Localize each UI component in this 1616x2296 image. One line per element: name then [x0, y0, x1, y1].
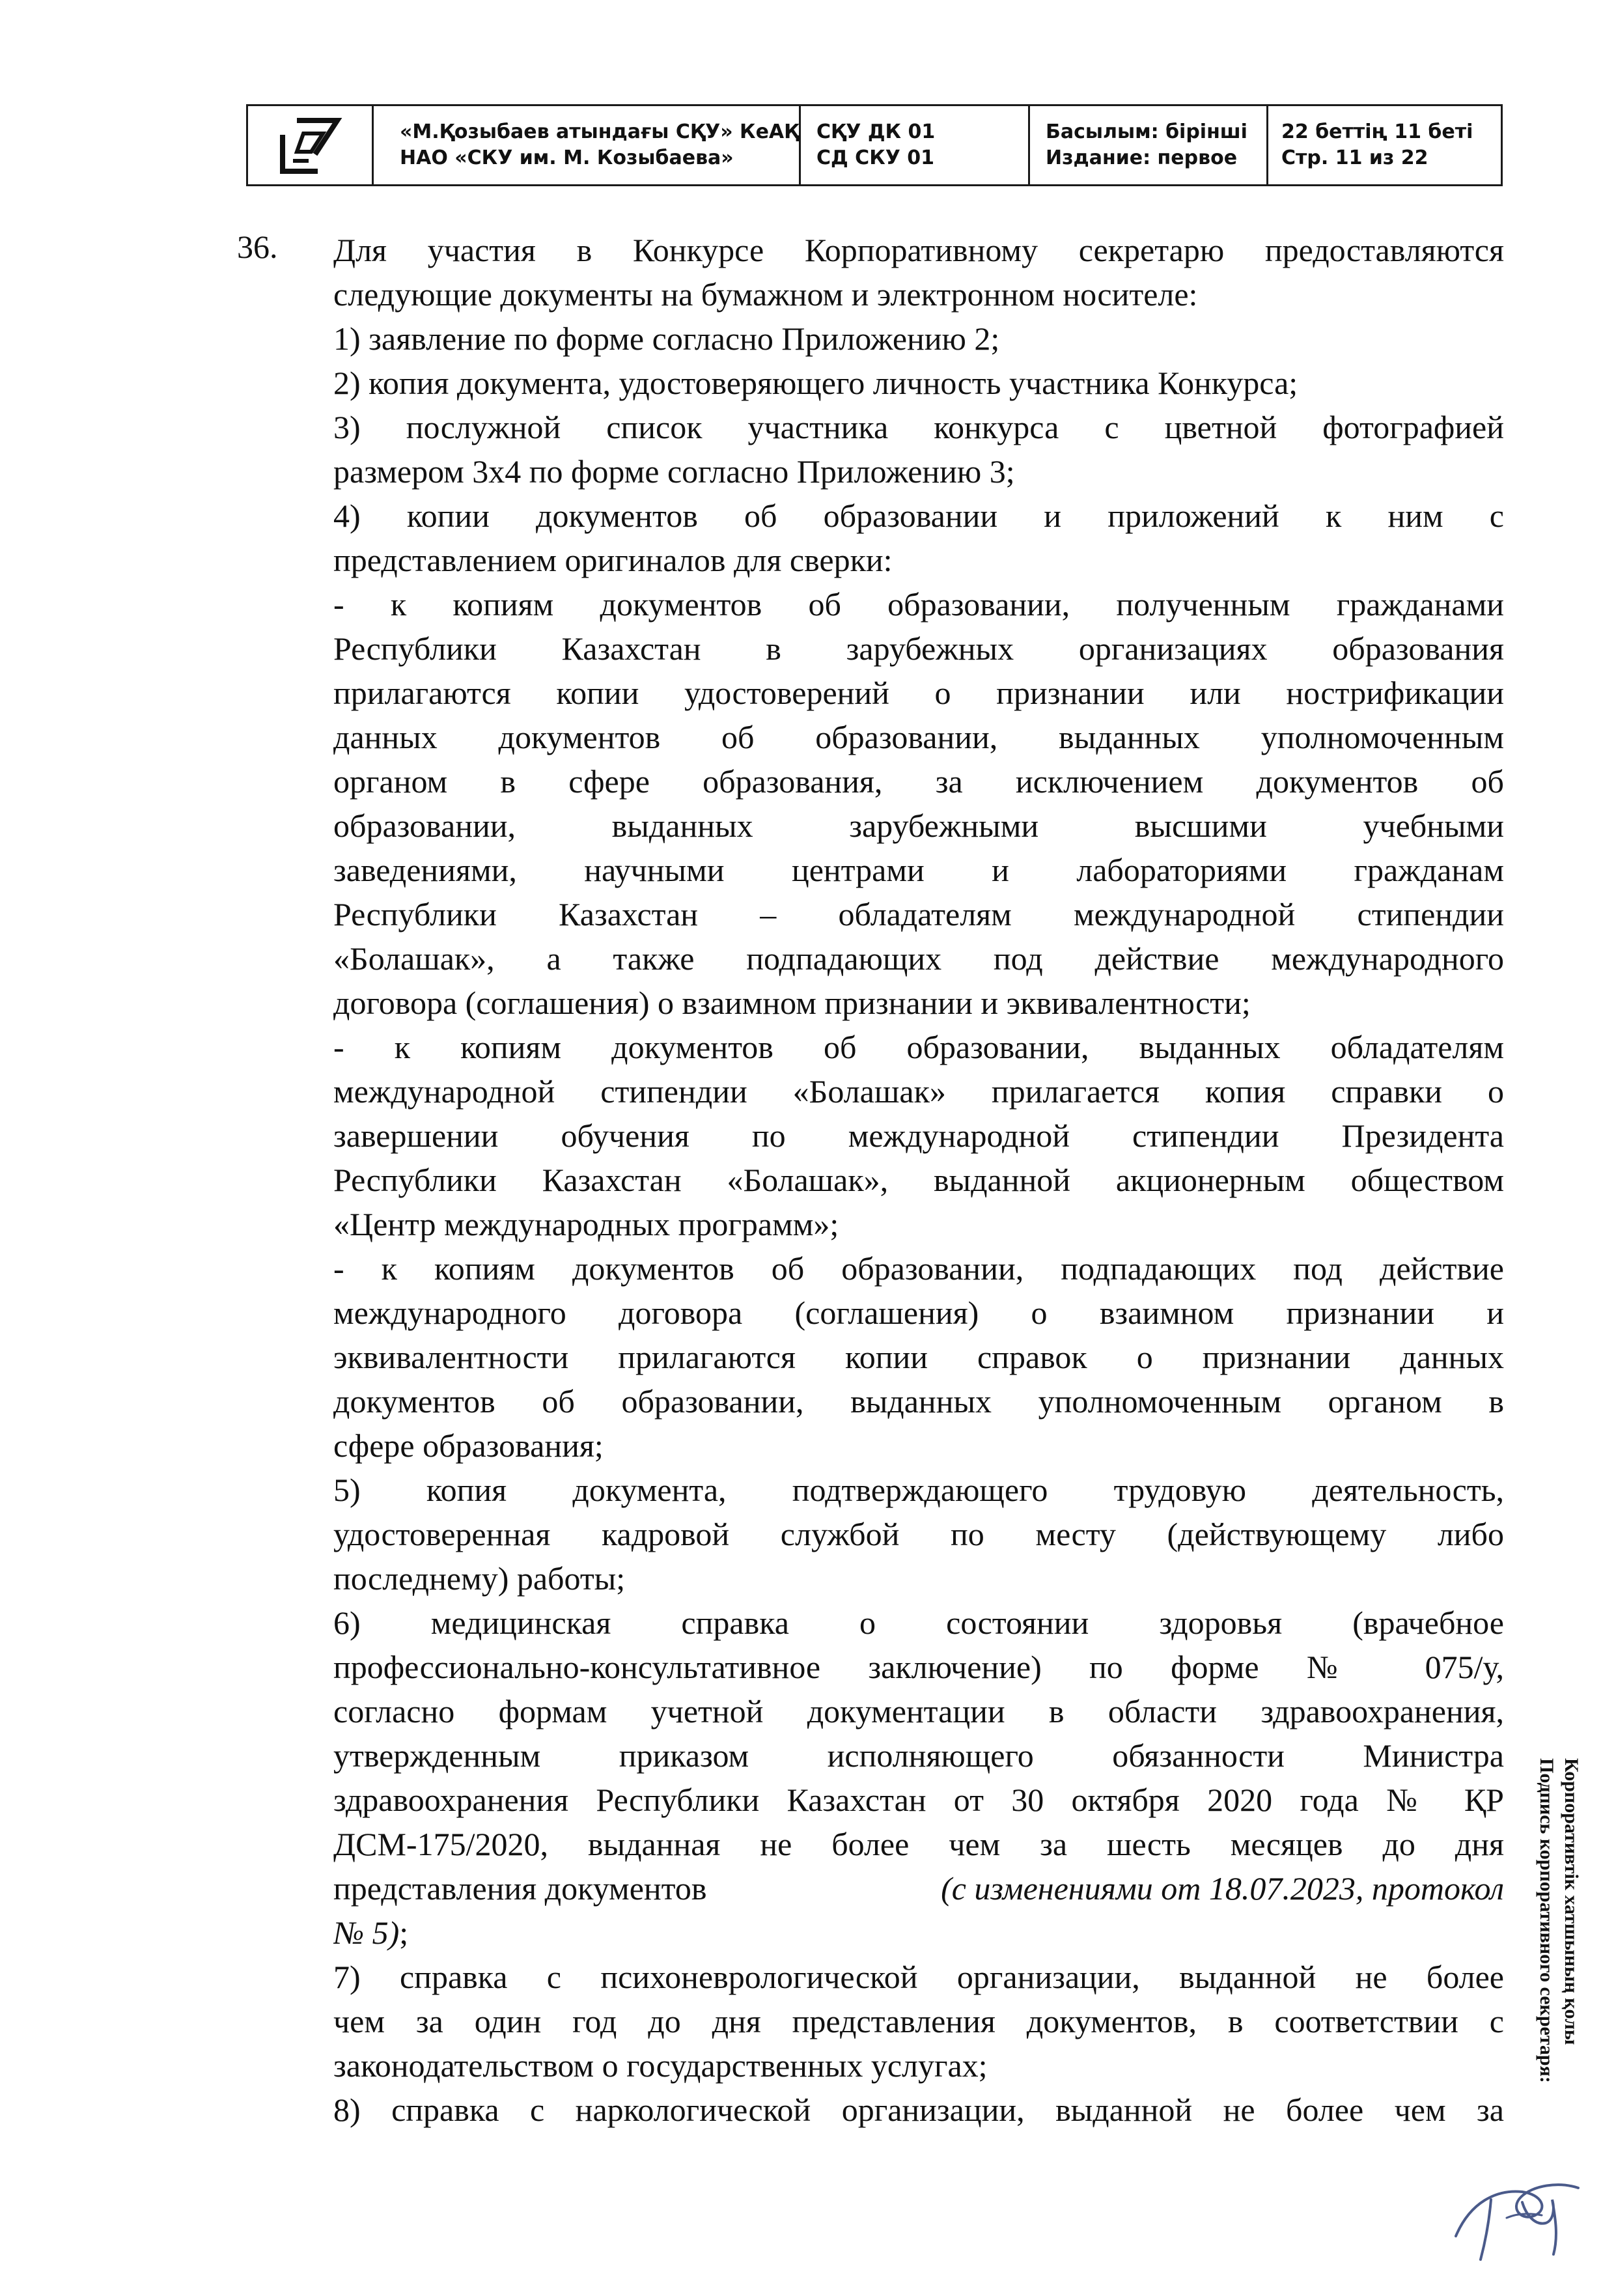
bullet-line: прилагаются копии удостоверений о признании или нострификации: [333, 675, 1504, 711]
bullet-line: международной стипендии «Болашак» прилагается копия справки о: [333, 1073, 1504, 1110]
clause-number: 36.: [237, 229, 278, 265]
clause-36: [237, 228, 1504, 2132]
document-header: [246, 104, 1503, 186]
document-code-cell: [801, 106, 1030, 184]
document-code-kz: СҚУ ДК 01: [816, 120, 936, 143]
list-item-continuation: [333, 1866, 1504, 1911]
bullet-item: - к копиям документов об образовании, полученным гражданами: [333, 586, 1504, 623]
bullet-line: Республики Казахстан в зарубежных организациях образования: [333, 630, 1504, 667]
amendment-note-end: № 5): [333, 1914, 400, 1951]
paragraph-line: Для участия в Конкурсе Корпоративному секретарю предоставляются: [333, 232, 1504, 268]
bullet-line: завершении обучения по международной стипендии Президента: [333, 1117, 1504, 1154]
bullet-line: сфере образования;: [333, 1427, 604, 1464]
bullet-line: эквивалентности прилагаются копии справок о признании данных: [333, 1339, 1504, 1375]
list-item-continuation: согласно формам учетной документации в области здравоохранения,: [333, 1693, 1504, 1729]
list-item-continuation: представлением оригиналов для сверки:: [333, 542, 893, 578]
list-item: 3) послужной список участника конкурса с цветной фотографией: [333, 409, 1504, 445]
bullet-line: органом в сфере образования, за исключением документов об: [333, 763, 1504, 800]
bullet-item: - к копиям документов об образовании, подпадающих под действие: [333, 1250, 1504, 1287]
logo-cell: [248, 106, 374, 184]
page-number-kz: 22 беттің 11 беті: [1281, 120, 1473, 143]
bullet-line: данных документов об образовании, выданных уполномоченным: [333, 719, 1504, 755]
punctuation: ;: [399, 1914, 409, 1951]
list-item-continuation: чем за один год до дня представления документов, в соответствии с: [333, 2003, 1504, 2039]
secretary-signature-block: [1509, 1758, 1594, 2162]
list-item-continuation: законодательством о государственных услугах;: [333, 2047, 988, 2084]
organization-cell: [374, 106, 801, 184]
list-item-continuation: удостоверенная кадровой службой по месту (действующему либо: [333, 1516, 1504, 1552]
list-item-continuation: ДСМ-175/2020, выданная не более чем за шесть месяцев до дня: [333, 1826, 1504, 1862]
bullet-line: «Центр международных программ»;: [333, 1206, 839, 1242]
bullet-line: заведениями, научными центрами и лабораториями гражданам: [333, 852, 1504, 888]
list-item: 7) справка с психоневрологической организации, выданной не более: [333, 1959, 1504, 1995]
list-item-continuation: размером 3х4 по форме согласно Приложению 3;: [333, 453, 1015, 490]
list-item: 4) копии документов об образовании и приложений к ним с: [333, 497, 1504, 534]
bullet-item: - к копиям документов об образовании, выданных обладателям: [333, 1029, 1504, 1065]
list-item-continuation: утвержденным приказом исполняющего обязанности Министра: [333, 1737, 1504, 1774]
list-item: 2) копия документа, удостоверяющего личность участника Конкурса;: [333, 365, 1298, 401]
page-number-ru: Стр. 11 из 22: [1281, 147, 1428, 169]
handwritten-signature: [1444, 2163, 1594, 2267]
bullet-line: документов об образовании, выданных уполномоченным органом в: [333, 1383, 1504, 1420]
edition-ru: Издание: первое: [1046, 147, 1238, 169]
organization-name-ru: НАО «СКУ им. М. Козыбаева»: [400, 147, 734, 169]
bullet-line: «Болашак», а также подпадающих под действие международного: [333, 940, 1504, 977]
list-item-continuation: здравоохранения Республики Казахстан от 30 октября 2020 года № ҚР: [333, 1782, 1504, 1818]
bullet-line: договора (соглашения) о взаимном признании и эквивалентности;: [333, 985, 1251, 1021]
bullet-line: Республики Казахстан «Болашак», выданной акционерным обществом: [333, 1162, 1504, 1198]
list-item-continuation: [333, 1911, 1504, 1955]
list-item: 5) копия документа, подтверждающего трудовую деятельность,: [333, 1472, 1504, 1508]
signature-caption-kz: Корпоративтік хатшының қолы: [1561, 1758, 1582, 2045]
edition-kz: Басылым: бірінші: [1046, 120, 1247, 143]
list-item: 8) справка с наркологической организации, выданной не более чем за: [333, 2092, 1504, 2128]
paragraph-text: представления документов: [333, 1870, 707, 1907]
document-code-ru: СД СКУ 01: [816, 147, 935, 169]
list-item-continuation: профессионально-консультативное заключение) по форме № 075/у,: [333, 1649, 1504, 1685]
signature-caption-ru: Подпись корпоративного секретаря:: [1536, 1758, 1557, 2083]
university-logo-icon: [277, 115, 342, 175]
organization-name-kz: «М.Қозыбаев атындағы СҚУ» КеАҚ: [400, 120, 800, 143]
bullet-line: Республики Казахстан – обладателям международной стипендии: [333, 896, 1504, 932]
list-item: 1) заявление по форме согласно Приложению 2;: [333, 320, 1000, 357]
list-item-continuation: последнему) работы;: [333, 1560, 626, 1597]
page-number-cell: [1268, 106, 1501, 184]
bullet-line: международного договора (соглашения) о взаимном признании и: [333, 1295, 1504, 1331]
list-item: 6) медицинская справка о состоянии здоровья (врачебное: [333, 1604, 1504, 1641]
bullet-line: образовании, выданных зарубежными высшими учебными: [333, 807, 1504, 844]
paragraph-line: следующие документы на бумажном и электронном носителе:: [333, 276, 1198, 313]
edition-cell: [1030, 106, 1268, 184]
amendment-note: (с изменениями от 18.07.2023, протокол: [941, 1870, 1504, 1907]
document-body: [0, 228, 1616, 2132]
